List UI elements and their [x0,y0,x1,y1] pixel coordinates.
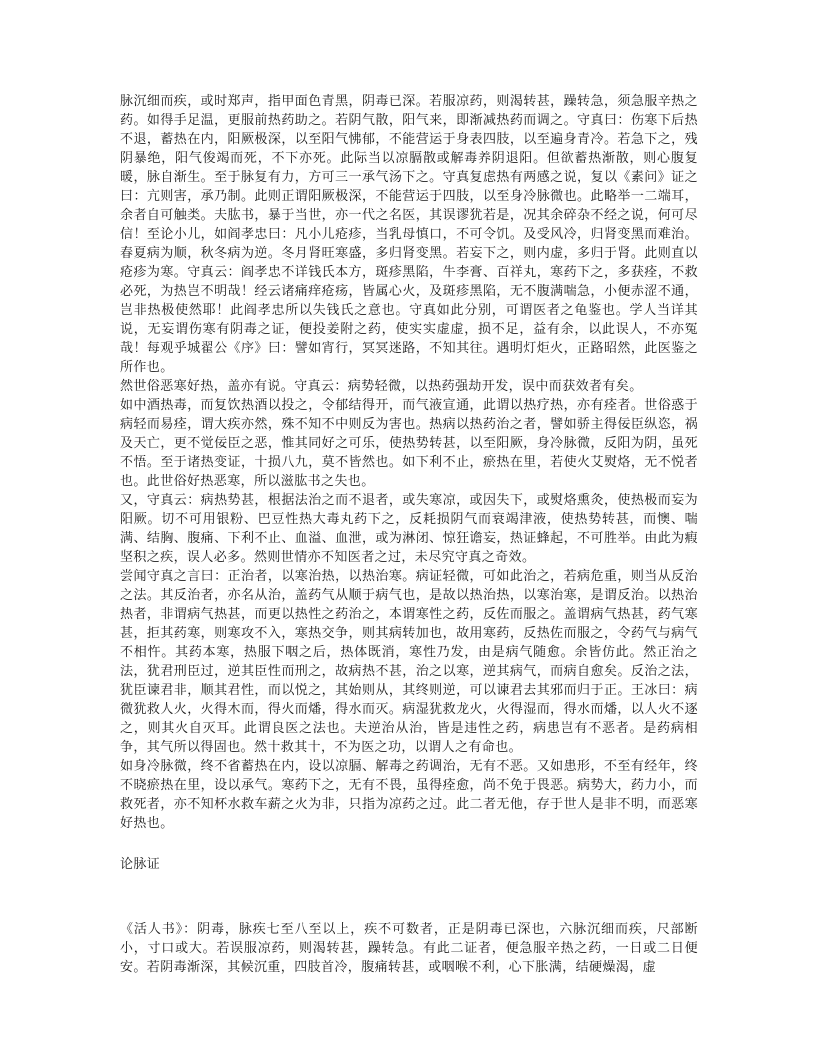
body-paragraph-5: 尝闻守真之言曰：正治者，以寒治热，以热治寒。病证轻微，可如此治之，若病危重，则当从反治之法。其反治者，亦名从治，盖药气从顺于病气也，是故以热治热，以寒治寒，是谓反治。以热治热者，非谓病气热甚，而更以热性之药治之，本谓寒性之药，反佐而服之。盖谓病气热甚，药气寒甚，拒其药寒，则寒攻不入，寒热交争，则其病转加也，故用寒药，反热佐而服之，令药气与病气不相忤。其药本寒，热服下咽之后，热体既消，寒性乃发，由是病气随愈。余皆仿此。然正治之法，犹君刑臣过，逆其臣性而刑之，故病热不甚，治之以寒，逆其病气，而病自愈矣。反治之法，犹臣谏君非，顺其君性，而以悦之，其始则从，其终则逆，可以谏君去其邪而归于正。王冰曰：病微犹救人火，火得木而，得火而燔，得水而灭。病湿犹救龙火，火得湿而，得水而燔，以人火不逐之，则其火自灭耳。此谓良医之法也。夫逆治从治，皆是违性之药，病患岂有不恶者。是药病相争，其气所以得固也。然十救其十，不为医之功，以谓人之有命也。 [120,569,698,755]
body-paragraph-6: 如身冷脉微，终不省蓄热在内，设以凉膈、解毒之药调治，无有不恶。又如患形，不至有经年，终不晓瘀热在里，设以承气。寒药下之，无有不畏，虽得痊愈，尚不免于畏恶。病势大，药力小，而救死者，亦不知杯水救车薪之火为非，只指为凉药之过。此二者无他，存于世人是非不明，而恶寒好热也。 [120,759,698,831]
section-paragraph: 《活人书》：阴毒，脉疾七至八至以上，疾不可数者，正是阴毒已深也，六脉沉细而疾，尺部断小，寸口或大。若误服凉药，则渴转甚，躁转急。有此二证者，便急服辛热之药，一日或二日便安。若阴毒渐深，其候沉重，四肢首冷，腹痛转甚，或咽喉不利，心下胀满，结硬燥渴，虚 [120,922,698,975]
body-paragraph-3: 如中酒热毒，而复饮热酒以投之，令郁结得开，而气液宣通，此谓以热疗热，亦有痊者。世俗惑于病轻而易痊，谓大疾亦然，殊不知不中则反为害也。热病以热药治之者，譬如骄主得佞臣纵恣，祸及天亡，更不觉佞臣之恶，惟其同好之可乐，使热势转甚，以至阳厥，身冷脉微，反阳为阴，虽死不悟。至于诸热变证，十损八九，莫不皆然也。如下利不止，瘀热在里，若使火艾熨烙，无不悦者也。此世俗好热恶寒，所以滋肱书之失也。 [120,398,698,489]
body-paragraph-1: 脉沉细而疾，或时郑声，指甲面色青黑，阴毒已深。若服凉药，则渴转甚，躁转急，须急服辛热之药。如得手足温，更服前热药助之。若阴气散，阳气来，即渐减热药而调之。守真曰：伤寒下后热不退，蓄热在内，阳厥极深，以至阳气怫郁，不能营运于身表四肢，以至遍身青冷。若急下之，残阴暴绝，阳气俊竭而死，不下亦死。此际当以凉膈散或解毒养阴退阳。但欲蓄热渐散，则心腹复暖，脉自渐生。至于脉复有力，方可三一承气汤下之。守真复虑热有两感之说，复以《素问》证之曰：亢则害，承乃制。此则正谓阳厥极深，不能营运于四肢，以至身冷脉微也。此略举一二端耳，余者自可触类。夫肱书，暴于当世，亦一代之名医，其误谬犹若是，况其余碎杂不经之说，何可尽信！至论小儿，如阎孝忠曰：凡小儿疮疹，当乳母慎口，不可令饥。及受风冷，归肾变黑而难治。春夏病为顺，秋冬病为逆。冬月肾旺寒盛，多归肾变黑。若妄下之，则内虚，多归于肾。此则直以疮疹为寒。守真云：阎孝忠不详钱氏本方，斑疹黑陷，牛李膏、百祥丸，寒药下之，多获痊，不救必死，为热岂不明哉！经云诸痛痒疮疡，皆属心火，及斑疹黑陷，无不腹满喘急，小便赤涩不通，岂非热极使然耶！此阎孝忠所以失钱氏之意也。守真如此分别，可谓医者之龟鉴也。学人当详其说，无妄谓伤寒有阴毒之证，便投姜附之药，使实实虚虚，损不足，益有余，以此误人，不亦冤哉！每观乎城翟公《序》曰：譬如宵行，冥冥迷路，不知其往。遇明灯炬火，正路昭然，此医鉴之所作也。 [120,94,698,375]
body-paragraph-2: 然世俗恶寒好热，盖亦有说。守真云：病势轻微，以热药强劫开发，误中而获效者有矣。 [120,379,643,394]
document-page [120,92,698,977]
section-spacer [120,874,698,920]
body-paragraph-4: 又，守真云：病热势甚，根据法治之而不退者，或失寒凉，或因失下，或熨烙熏灸，使热极而妄为阳厥。切不可用银粉、巴豆性热大毒丸药下之，反耗损阴气而衰竭津液，使热势转甚，而懊、喘满、结胸、腹痛、下利不止、血溢、血泄，或为淋闭、惊狂谵妄，热证蜂起，不可胜举。由此为瘕坚积之疾，误人必多。然则世情亦不知医者之过，未尽究守真之奇效。 [120,493,698,565]
section-heading: 论脉证 [120,857,161,872]
